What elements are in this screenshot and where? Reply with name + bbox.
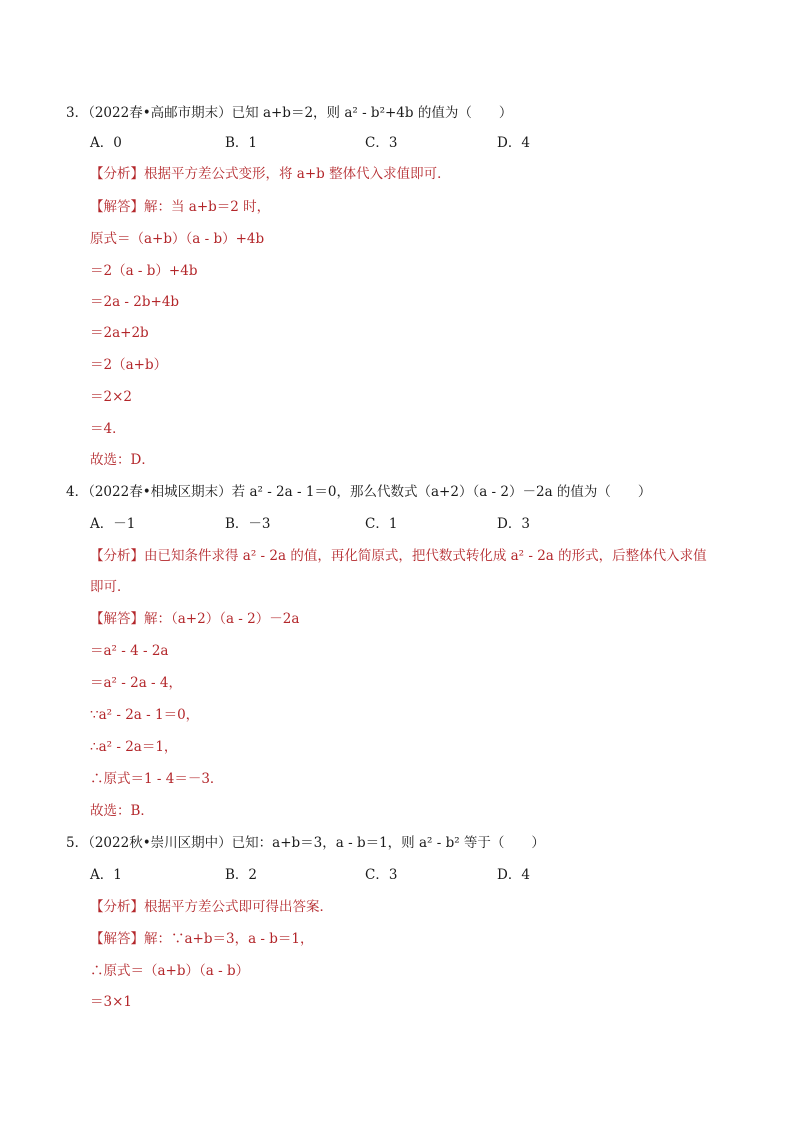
question-3-analysis bbox=[90, 165, 451, 183]
question-3-choice: 故选：D． bbox=[90, 452, 155, 468]
question-5-option-b: B．2 bbox=[225, 867, 258, 883]
question-3-answer bbox=[90, 198, 270, 216]
question-3-step: ＝2（a+b） bbox=[90, 357, 168, 373]
question-3-step: ＝2×2 bbox=[90, 389, 132, 405]
question-4-step: ∴a² - 2a＝1， bbox=[90, 739, 178, 755]
question-3-step: 原式＝（a+b）（a - b）+4b bbox=[90, 231, 265, 247]
question-5-analysis bbox=[90, 898, 333, 916]
answer-tag: 【解答】 bbox=[90, 931, 144, 947]
question-4-option-d: D．3 bbox=[497, 516, 530, 532]
question-5-option-c: C．3 bbox=[365, 867, 398, 883]
question-5-step: ∴原式＝（a+b）（a - b） bbox=[90, 963, 250, 979]
question-4-step: ＝a² - 2a - 4， bbox=[90, 675, 182, 691]
analysis-text: 由已知条件求得 a² - 2a 的值，再化简原式，把代数式转化成 a² - 2a 的形式，后整体代入求值 bbox=[144, 548, 707, 564]
analysis-tag: 【分析】 bbox=[90, 899, 144, 915]
answer-intro: 解：当 a+b＝2 时， bbox=[144, 199, 271, 215]
question-4-option-a: A．－1 bbox=[90, 516, 136, 532]
question-4-step: ＝a² - 4 - 2a bbox=[90, 643, 169, 659]
question-5-option-d: D．4 bbox=[497, 867, 530, 883]
question-4-step: ∴原式＝1 - 4＝－3． bbox=[90, 771, 224, 787]
question-5-answer bbox=[90, 930, 314, 948]
answer-tag: 【解答】 bbox=[90, 611, 144, 627]
question-3-step: ＝2a - 2b+4b bbox=[90, 294, 180, 310]
question-3-option-d: D．4 bbox=[497, 135, 530, 151]
answer-intro: 解：（a+2）（a - 2）－2a bbox=[144, 611, 300, 627]
question-4-choice: 故选：B． bbox=[90, 803, 154, 819]
analysis-tag: 【分析】 bbox=[90, 548, 144, 564]
answer-intro: 解：∵a+b＝3，a - b＝1， bbox=[144, 931, 314, 947]
analysis-tag: 【分析】 bbox=[90, 166, 144, 182]
question-3-option-b: B．1 bbox=[225, 135, 258, 151]
question-4-option-b: B．－3 bbox=[225, 516, 271, 532]
question-5-step: ＝3×1 bbox=[90, 994, 132, 1010]
analysis-text: 根据平方差公式即可得出答案． bbox=[144, 899, 333, 915]
question-3-step: ＝2a+2b bbox=[90, 325, 149, 341]
question-3-option-c: C．3 bbox=[365, 135, 398, 151]
question-3-step: ＝4． bbox=[90, 421, 126, 437]
analysis-text: 根据平方差公式变形，将 a+b 整体代入求值即可． bbox=[144, 166, 451, 182]
question-4-answer bbox=[90, 610, 299, 628]
question-3-step: ＝2（a - b）+4b bbox=[90, 263, 198, 279]
question-4-option-c: C．1 bbox=[365, 516, 398, 532]
question-5-option-a: A．1 bbox=[90, 867, 122, 883]
question-4-step: ∵a² - 2a - 1＝0， bbox=[90, 707, 200, 723]
question-4-analysis bbox=[90, 547, 707, 565]
question-3-stem: 3．（2022春•高邮市期末）已知 a+b＝2，则 a² - b²+4b 的值为（ ） bbox=[66, 105, 513, 121]
question-5-stem: 5．（2022秋•崇川区期中）已知：a+b＝3，a - b＝1，则 a² - b² 等于（ ） bbox=[66, 835, 545, 851]
question-3-option-a: A．0 bbox=[90, 135, 122, 151]
question-4-analysis-cont: 即可． bbox=[90, 579, 131, 595]
answer-tag: 【解答】 bbox=[90, 199, 144, 215]
question-4-stem: 4．（2022春•相城区期末）若 a² - 2a - 1＝0，那么代数式（a+2）（a - 2）－2a 的值为（ ） bbox=[66, 484, 652, 500]
